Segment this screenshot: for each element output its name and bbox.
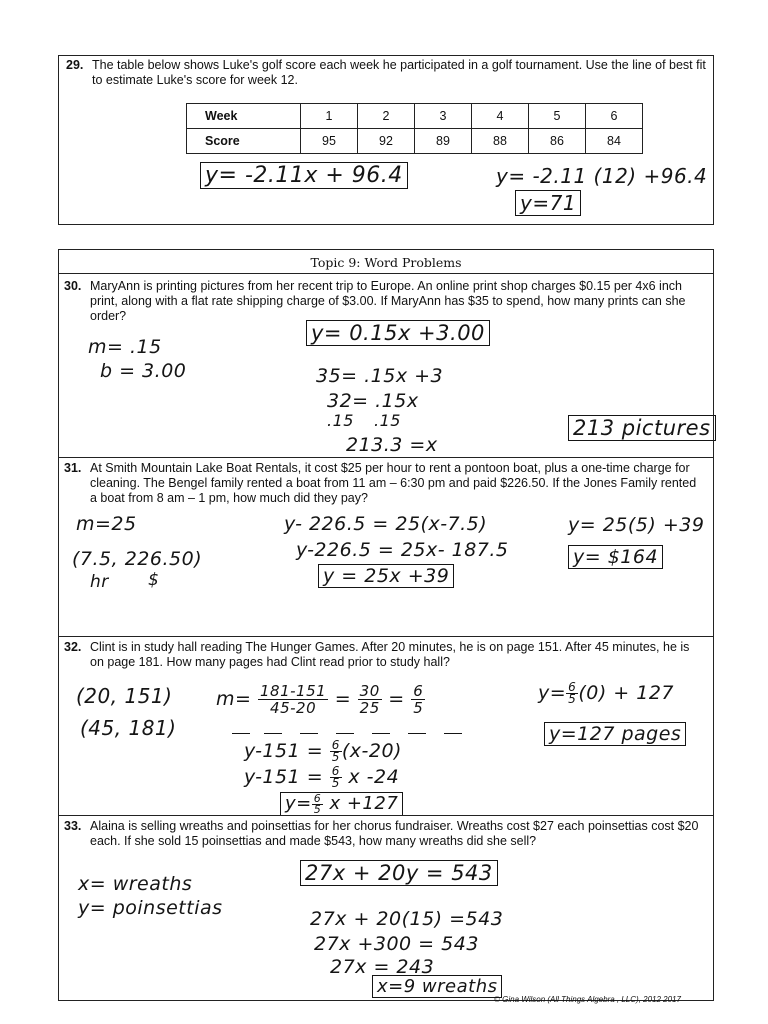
table-cell: 5: [529, 104, 586, 129]
handwritten-slope: m= .15: [88, 336, 162, 358]
problem-text: At Smith Mountain Lake Boat Rentals, it cost $25 per hour to rent a pontoon boat, plus a one-time charge for cleaning. The Bengel family rented a boat from 11 am – 6:30 pm and paid $226.50. If the Jones Family rented a boat from 8 am – 1 pm, how much did they pay?: [90, 461, 697, 505]
handwritten-unit-dollar: $: [148, 570, 160, 590]
handwritten-unit-hr: hr: [90, 572, 109, 592]
handwritten-point: (20, 151): [76, 684, 173, 708]
handwritten-step: 35= .15x +3: [316, 365, 444, 387]
table-cell: 3: [415, 104, 472, 129]
problem-number: 29.: [66, 58, 84, 72]
table-cell: 86: [529, 129, 586, 154]
problem-text: Clint is in study hall reading The Hunger Games. After 20 minutes, he is on page 151. After 45 minutes, he is on page 181. How many pages had Clint read prior to study hall?: [90, 640, 690, 669]
problem-number: 31.: [64, 461, 82, 475]
handwritten-step: y-226.5 = 25x- 187.5: [296, 539, 509, 561]
handwritten-intercept: b = 3.00: [100, 360, 187, 382]
handwritten-step: 27x +300 = 543: [314, 933, 479, 955]
handwritten-slope-calc: m= $\frac{181-151}{45-20}$ = $\frac{30}{25}$ = $\frac{6}{5}$: [216, 682, 424, 717]
handwritten-equation: 27x + 20y = 543: [300, 860, 498, 886]
fraction: $\frac{6}{5}$: [313, 791, 322, 816]
topic-divider: [58, 273, 714, 274]
handwritten-equation: y= $\frac{6}{5}$ x +127: [280, 792, 403, 816]
handwritten-definition: x= wreaths: [78, 873, 193, 895]
problem-divider: [58, 815, 714, 816]
problem-number: 30.: [64, 279, 82, 293]
handwritten-equation: y= 0.15x +3.00: [306, 320, 490, 346]
handwritten-answer: y= $164: [568, 545, 663, 569]
table-cell: 2: [358, 104, 415, 129]
fraction: $\frac{181-151}{45-20}$: [259, 682, 327, 717]
score-table: [186, 103, 643, 154]
divider-dash: [232, 733, 250, 734]
handwritten-step: 213.3 =x: [346, 434, 438, 456]
divider-dash: [372, 733, 390, 734]
table-cell: 4: [472, 104, 529, 129]
handwritten-point: (45, 181): [80, 716, 177, 740]
handwritten-definition: y= poinsettias: [78, 897, 223, 919]
table-cell: 89: [415, 129, 472, 154]
table-cell: 92: [358, 129, 415, 154]
table-cell: 1: [301, 104, 358, 129]
fraction: $\frac{6}{5}$: [568, 680, 577, 706]
handwritten-answer: y=71: [515, 190, 581, 216]
handwritten-step: y-151 = $\frac{6}{5}$ x -24: [244, 764, 400, 790]
slope-label: m=: [216, 688, 252, 710]
problem-number: 32.: [64, 640, 82, 654]
fraction: $\frac{6}{5}$: [413, 682, 424, 717]
handwritten-line-of-best-fit: y= -2.11x + 96.4: [200, 162, 408, 189]
divider-dash: [408, 733, 426, 734]
divider-dash: [300, 733, 318, 734]
handwritten-step: 32= .15x: [327, 390, 419, 412]
problem-divider: [58, 636, 714, 637]
handwritten-answer: x=9 wreaths: [372, 975, 502, 998]
handwritten-answer: y=127 pages: [544, 722, 686, 746]
problem-text: The table below shows Luke's golf score each week he participated in a golf tournament. Use the line of best fit to estimate Luke's score for week 12.: [92, 58, 706, 87]
table-row: [187, 104, 643, 129]
topic-title: Topic 9: Word Problems: [310, 255, 462, 270]
handwritten-substitution: y= -2.11 (12) +96.4: [496, 164, 708, 188]
handwritten-step: 27x = 243: [330, 956, 435, 978]
problem-divider: [58, 457, 714, 458]
divider-dash: [336, 733, 354, 734]
handwritten-step: .15: [374, 411, 401, 430]
handwritten-substitution: y= $\frac{6}{5}$ (0) + 127: [538, 680, 674, 706]
handwritten-substitution: y= 25(5) +39: [568, 514, 705, 536]
score-header: Score: [187, 129, 301, 154]
fraction: $\frac{6}{5}$: [331, 738, 340, 764]
week-header: Week: [187, 104, 301, 129]
problem-text: MaryAnn is printing pictures from her recent trip to Europe. An online print shop charges $0.15 per 4x6 inch print, along with a flat rate shipping charge of $3.00. If MaryAnn has $35 to spend, how many prints can she order?: [90, 279, 686, 323]
divider-dash: [444, 733, 462, 734]
handwritten-step: y- 226.5 = 25(x-7.5): [284, 513, 488, 535]
divider-dash: [264, 733, 282, 734]
problem-number: 33.: [64, 819, 82, 833]
handwritten-point: (7.5, 226.50): [72, 548, 203, 570]
table-cell: 88: [472, 129, 529, 154]
table-cell: 84: [586, 129, 643, 154]
fraction: $\frac{30}{25}$: [359, 682, 380, 717]
handwritten-step: .15: [327, 411, 354, 430]
handwritten-step: y-151 = $\frac{6}{5}$ (x-20): [244, 738, 402, 764]
copyright-footer: © Gina Wilson (All Things Algebra , LLC), 2012 2017: [494, 995, 681, 1004]
handwritten-step: 27x + 20(15) =543: [310, 908, 504, 930]
handwritten-slope: m=25: [76, 513, 137, 535]
fraction: $\frac{6}{5}$: [331, 764, 340, 790]
table-cell: 6: [586, 104, 643, 129]
table-cell: 95: [301, 129, 358, 154]
problem-text: Alaina is selling wreaths and poinsettias for her chorus fundraiser. Wreaths cost $27 each poinsettias cost $20 each. If she sold 15 poinsettias and made $543, how many wreaths did she sell?: [90, 819, 699, 848]
table-row: [187, 129, 643, 154]
handwritten-answer: 213 pictures: [568, 415, 716, 441]
handwritten-equation: y = 25x +39: [318, 564, 454, 588]
